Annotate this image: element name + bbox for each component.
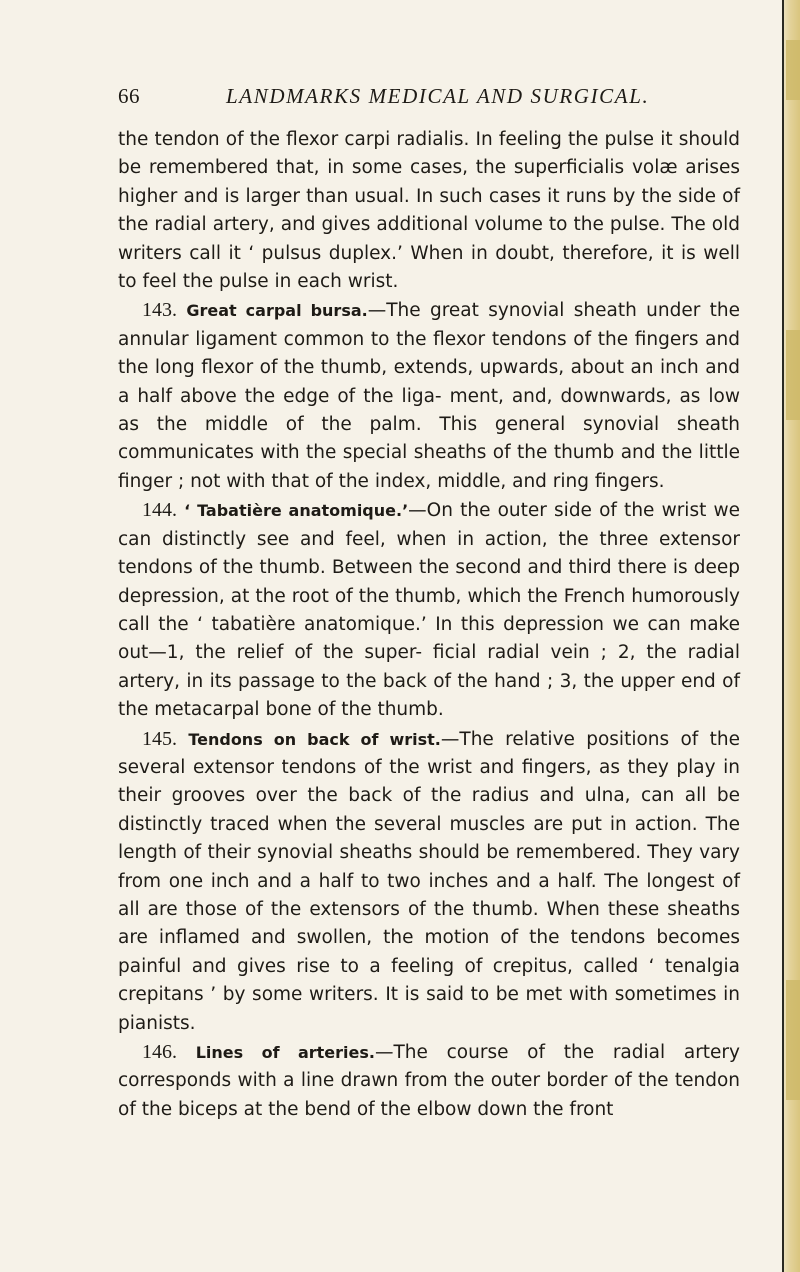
paragraph-text: —The relative positions of the several extensor tendons of the wrist and fingers, as they play in their grooves over the back of the radius and ulna, can all be distinctly traced when the several muscles are put in action. The length of their synovial sheaths should be remembered. They vary from one inch and a half to two inches and a half. The longest of all are those of the extensors of the thumb. When these sheaths are inflamed and swollen, the motion of the tendons becomes painful and gives rise to a feeling of crepitus, called ‘ tenalgia crepitans ’ by some writers. It is said to be met with sometimes in pianists.: [118, 728, 740, 1034]
section-title: Lines of arteries.: [195, 1043, 375, 1062]
paragraph-text: the tendon of the flexor carpi radialis. In feeling the pulse it should be remembered that, in some cases, the superficialis volæ arises higher and is larger than usual. In such cases it runs by the side of the radial artery, and gives additional volume to the pulse. The old writers call it ‘ pulsus duplex.’ When in doubt, therefore, it is well to feel the pulse in each wrist.: [118, 129, 740, 293]
section-number: 145.: [142, 727, 177, 750]
page-edge-stain: [786, 980, 800, 1100]
running-head: LANDMARKS MEDICAL AND SURGICAL.: [226, 84, 650, 108]
page-number: 66: [118, 84, 140, 108]
paragraph-text: —On the outer side of the wrist we can distinctly see and feel, when in action, the three extensor tendons of the thumb. Between the second and third there is deep depression, at the root of the thumb, which the French humorously call the ‘ tabatière anatomique.’ In this depression we can make out—1, the relief of the super- ficial radial vein ; 2, the radial artery, in its passage to the back of the hand ; 3, the upper end of the metacarpal bone of the thumb.: [118, 500, 740, 721]
paragraph-145: [118, 725, 740, 1038]
section-number: 144.: [142, 499, 177, 522]
page-edge-line: [782, 0, 784, 1272]
section-number: 146.: [142, 1041, 177, 1063]
paragraph-continuation: [118, 126, 740, 296]
page-header: [118, 84, 742, 116]
page-edge-stain: [786, 40, 800, 100]
paragraph-text: —The course of the radial artery corresponds with a line drawn from the outer border of the tendon of the biceps at the bend of the elbow down the front: [118, 1042, 740, 1120]
paragraph-144: [118, 496, 740, 724]
section-title: Tendons on back of wrist.: [188, 729, 441, 749]
body-text: [118, 126, 740, 1124]
paragraph-143: [118, 296, 740, 496]
section-title: ‘ Tabatière anatomique.’: [184, 501, 409, 521]
page-edge-stain: [786, 330, 800, 420]
paragraph-text: —The great synovial sheath under the annular ligament common to the flexor tendons of the fingers and the long flexor of the thumb, extends, upwards, about an inch and a half above the edge of the liga- ment, and, downwards, as low as the middle of the palm. This general synovial sheath communicates with the special sheaths of the thumb and the little finger ; not with that of the index, middle, and ring fingers.: [118, 300, 740, 492]
section-number: 143.: [142, 299, 177, 322]
paragraph-146: [118, 1038, 740, 1124]
section-title: Great carpal bursa.: [186, 301, 368, 321]
